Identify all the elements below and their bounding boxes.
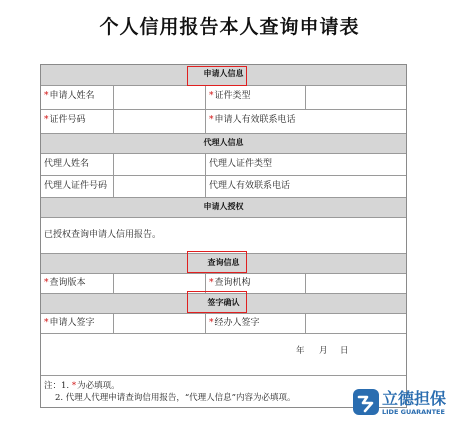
agent-id-type-label: 代理人证件类型	[205, 154, 406, 175]
row-id-number	[41, 109, 406, 133]
applicant-sign-text: 申请人签字	[49, 318, 95, 328]
required-mark: *	[209, 278, 214, 288]
required-mark: *	[209, 91, 214, 101]
logo-subtitle: LIDE GUARANTEE	[382, 408, 445, 416]
section-signature-label: 签字确认	[207, 298, 240, 307]
section-agent-info-label: 代理人信息	[203, 138, 244, 147]
auth-text: 已授权查询申请人信用报告。	[44, 230, 162, 240]
note-2: 2. 代理人代理申请查询信用报告，“代理人信息”内容为必填项。	[55, 393, 296, 403]
highlight-box-query-info	[187, 251, 247, 273]
row-agent-id-number	[41, 175, 406, 197]
id-number-label	[44, 110, 114, 133]
required-mark: *	[44, 115, 49, 125]
highlight-box-applicant-info	[187, 66, 247, 86]
section-applicant-auth	[41, 197, 406, 217]
date-month: 月	[319, 346, 328, 356]
id-number-text: 证件号码	[49, 115, 86, 125]
handler-sign-value[interactable]	[305, 314, 406, 333]
note-1-text: 为必填项。	[77, 381, 120, 391]
required-mark: *	[71, 381, 77, 391]
handler-sign-label	[205, 314, 305, 333]
agent-name-label: 代理人姓名	[44, 159, 90, 169]
id-number-value[interactable]	[113, 110, 205, 133]
form-title: 个人信用报告本人查询申请表	[99, 16, 360, 38]
query-org-value[interactable]	[305, 274, 406, 293]
applicant-name-text: 申请人姓名	[49, 91, 95, 101]
row-date	[41, 333, 406, 375]
section-applicant-auth-label: 申请人授权	[203, 202, 244, 211]
required-mark: *	[44, 278, 49, 288]
query-version-label	[44, 274, 114, 293]
agent-name-value[interactable]	[113, 154, 205, 175]
note-prefix: 注：1.	[44, 381, 70, 391]
applicant-sign-value[interactable]	[113, 314, 205, 333]
date-day: 日	[340, 346, 349, 356]
row-agent-name	[41, 153, 406, 175]
agent-id-number-label: 代理人证件号码	[44, 181, 108, 191]
handler-sign-text: 经办人签字	[214, 318, 260, 328]
company-logo	[352, 386, 456, 422]
id-type-value[interactable]	[305, 86, 406, 109]
applicant-name-value[interactable]	[113, 86, 205, 109]
section-applicant-info-label: 申请人信息	[203, 69, 244, 78]
row-signature	[41, 313, 406, 333]
highlight-box-signature	[187, 291, 247, 313]
row-auth	[41, 217, 406, 253]
section-agent-info	[41, 133, 406, 153]
query-org-text: 查询机构	[214, 278, 251, 288]
required-mark: *	[209, 318, 214, 328]
section-query-info-label: 查询信息	[207, 258, 240, 267]
required-mark: *	[209, 115, 214, 125]
query-version-text: 查询版本	[49, 278, 86, 288]
agent-id-number-value[interactable]	[113, 176, 205, 197]
applicant-phone-text: 申请人有效联系电话	[214, 115, 296, 125]
agent-phone-label: 代理人有效联系电话	[205, 176, 406, 197]
date-year: 年	[296, 346, 305, 356]
row-applicant-name	[41, 85, 406, 109]
applicant-sign-label	[44, 314, 114, 333]
logo-name: 立德担保	[382, 389, 447, 408]
applicant-name-label	[44, 86, 114, 109]
id-type-text: 证件类型	[214, 91, 251, 101]
row-query	[41, 273, 406, 293]
required-mark: *	[44, 91, 49, 101]
logo-mark-icon	[352, 388, 380, 418]
id-type-label	[205, 86, 305, 109]
required-mark: *	[44, 318, 49, 328]
application-form	[40, 64, 407, 408]
